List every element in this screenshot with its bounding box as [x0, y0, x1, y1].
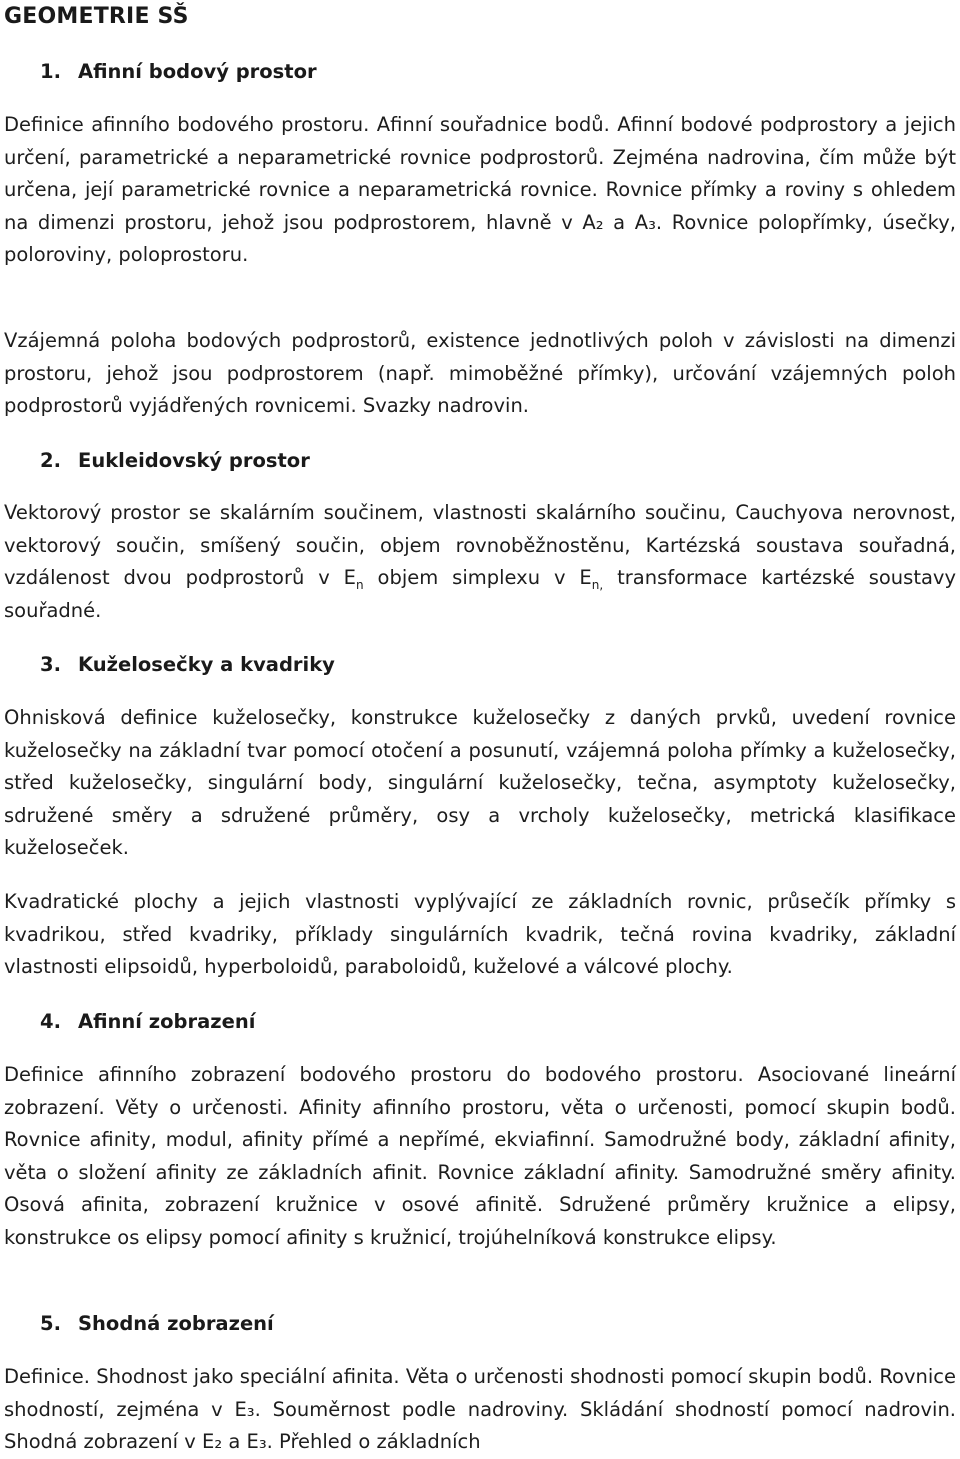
- section-heading-2: [40, 448, 310, 474]
- paragraph: Vektorový prostor se skalárním součinem, vlastnosti skalárního součinu, Cauchyova nerovnost, vektorový součin, smíšený součin, objem rovnoběžnostěnu, Kartézská soustava souřadná, vzdálenost dvou podprostorů v $E_n$ objem simplexu v $E_{n,}$ transformace kartézské soustavy souřadné.: [4, 501, 957, 622]
- section-number: 1.: [40, 60, 61, 83]
- paragraph: Definice afinního zobrazení bodového prostoru do bodového prostoru. Asociované lineární zobrazení. Věty o určenosti. Afinity afinního prostoru, věta o určenosti, pomocí skupin bodů. Rovnice afinity, modul, afinity přímé a nepřímé, ekviafinní. Samodružné body, základní afinity, věta o složení afinity ze základních afinit. Rovnice základní afinity. Samodružné směry afinity. Osová afinita, zobrazení kružnice v osové afinitě. Sdružené průměry kružnice a elipsy, konstrukce os elipsy pomocí afinity s kružnicí, trojúhelníková konstrukce elipsy.: [4, 1063, 956, 1249]
- section-number: 2.: [40, 449, 61, 472]
- paragraph: Definice afinního bodového prostoru. Afinní souřadnice bodů. Afinní bodové podprostory a jejich určení, parametrické a neparametrické rovnice podprostorů. Zejména nadrovina, čím může být určena, její parametrické rovnice a neparametrická rovnice. Rovnice přímky a roviny s ohledem na dimenzi prostoru, jehož jsou podprostorem, hlavně v A₂ a A₃. Rovnice polopřímky, úsečky, poloroviny, poloprostoru.: [4, 113, 956, 267]
- section-title: Eukleidovský prostor: [78, 449, 310, 472]
- section-heading-1: [40, 59, 317, 85]
- section-number: 3.: [40, 653, 61, 676]
- paragraph: Definice. Shodnost jako speciální afinita. Věta o určenosti shodnosti pomocí skupin bodů. Rovnice shodností, zejména v E₃. Souměrnost podle nadroviny. Skládání shodností pomocí nadrovin. Shodná zobrazení v E₂ a E₃. Přehled o základních: [4, 1365, 956, 1454]
- section-number: 5.: [40, 1312, 61, 1335]
- document-title: GEOMETRIE SŠ: [4, 4, 189, 29]
- section-heading-3: [40, 652, 335, 678]
- section-title: Shodná zobrazení: [78, 1312, 274, 1335]
- section-title: Afinní zobrazení: [78, 1010, 256, 1033]
- section-number: 4.: [40, 1010, 61, 1033]
- section-title: Kuželosečky a kvadriky: [78, 653, 335, 676]
- paragraph: Kvadratické plochy a jejich vlastnosti vyplývající ze základních rovnic, průsečík přímky s kvadrikou, střed kvadriky, příklady singulárních kvadrik, tečná rovina kvadriky, základní vlastnosti elipsoidů, hyperboloidů, paraboloidů, kuželové a válcové plochy.: [4, 890, 956, 979]
- section-heading-4: [40, 1009, 255, 1035]
- paragraph: Ohnisková definice kuželosečky, konstrukce kuželosečky z daných prvků, uvedení rovnice kuželosečky na základní tvar pomocí otočení a posunutí, vzájemná poloha přímky a kuželosečky, střed kuželosečky, singulární body, singulární kuželosečky, tečna, asymptoty kuželosečky, sdružené směry a sdružené průměry, osy a vrcholy kuželosečky, metrická klasifikace kuželoseček.: [4, 706, 956, 860]
- section-title: Afinní bodový prostor: [78, 60, 317, 83]
- paragraph: Vzájemná poloha bodových podprostorů, existence jednotlivých poloh v závislosti na dimenzi prostoru, jehož jsou podprostorem (např. mimoběžné přímky), určování vzájemných poloh podprostorů vyjádřených rovnicemi. Svazky nadrovin.: [4, 329, 956, 418]
- section-heading-5: [40, 1311, 274, 1337]
